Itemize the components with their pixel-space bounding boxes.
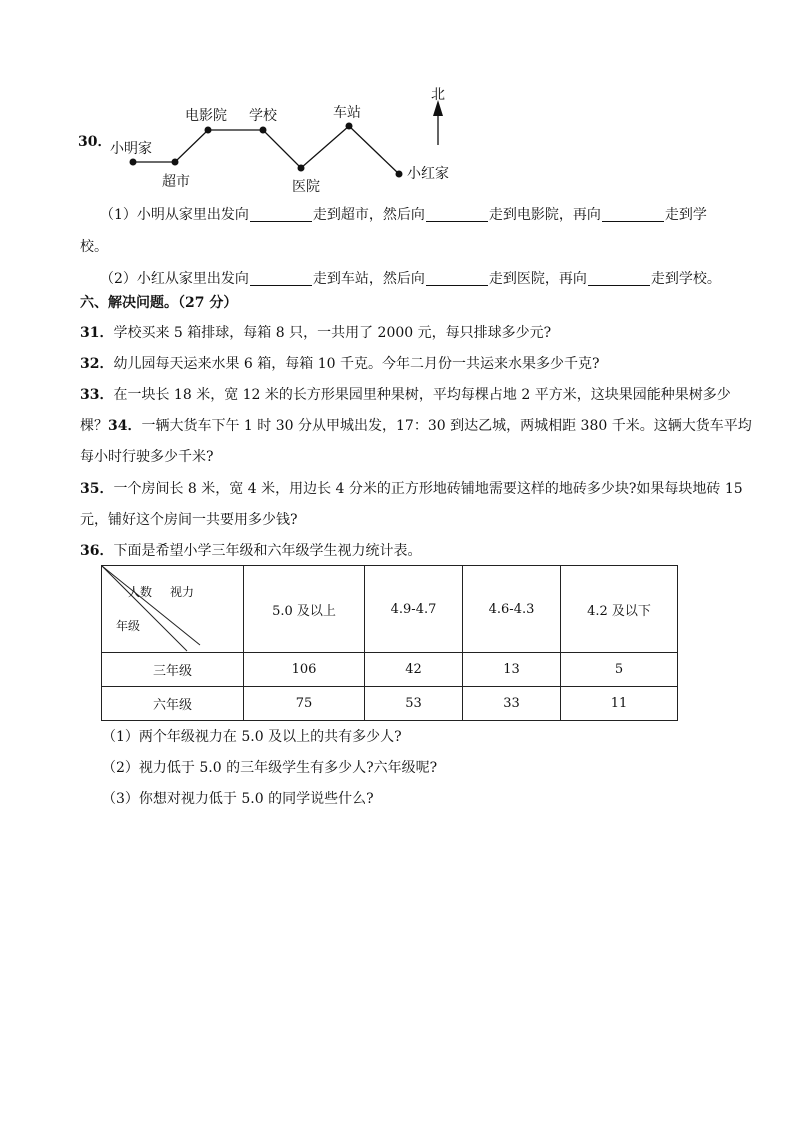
q35: 35．一个房间长 8 米，宽 4 米，用边长 4 分米的正方形地砖铺地需要这样的地砖多少块?如果每块地砖 15 — [80, 481, 743, 497]
corner-people-label: 人数 — [128, 585, 153, 599]
table-header-row — [102, 566, 678, 653]
corner-vision-label: 视力 — [170, 585, 195, 599]
q30-number: 30． — [78, 134, 112, 150]
table-cell: 42 — [365, 653, 463, 687]
row-label: 三年级 — [102, 653, 244, 687]
corner-diagonal-lines — [102, 566, 243, 652]
section-heading: 六、解决问题。（27 分） — [80, 295, 238, 311]
q30-sub1-cont: 校。 — [80, 239, 108, 255]
table-cell: 53 — [365, 687, 463, 721]
route-map — [70, 80, 470, 200]
point-xiaohong-home — [396, 171, 403, 178]
table-cell: 75 — [244, 687, 365, 721]
point-hospital — [298, 165, 305, 172]
answer-blank-3[interactable] — [602, 207, 664, 222]
label-station: 车站 — [333, 105, 361, 121]
point-school — [260, 127, 267, 134]
answer-blank-6[interactable] — [588, 271, 650, 286]
table-cell: 11 — [561, 687, 678, 721]
point-station — [346, 123, 353, 130]
header-cell: 4.9-4.7 — [365, 566, 463, 653]
header-cell: 4.6-4.3 — [463, 566, 561, 653]
corner-grade-label: 年级 — [116, 619, 141, 633]
table-corner-cell — [102, 566, 244, 653]
label-xiaoming-home: 小明家 — [110, 141, 152, 157]
row-label: 六年级 — [102, 687, 244, 721]
q33-q34-line: 棵？34．一辆大货车下午 1 时 30 分从甲城出发，17：30 到达乙城，两城相距 380 千米。这辆大货车平均 — [80, 418, 752, 434]
q34-cont: 每小时行驶多少千米? — [80, 449, 214, 465]
q35-cont: 元，铺好这个房间一共要用多少钱? — [80, 512, 298, 528]
label-hospital: 医院 — [292, 179, 320, 195]
label-cinema: 电影院 — [185, 108, 227, 124]
point-supermarket — [172, 159, 179, 166]
header-cell: 5.0 及以上 — [244, 566, 365, 653]
table-cell: 33 — [463, 687, 561, 721]
answer-blank-5[interactable] — [426, 271, 488, 286]
label-supermarket: 超市 — [162, 174, 190, 190]
answer-blank-1[interactable] — [250, 207, 312, 222]
q32: 32．幼儿园每天运来水果 6 箱，每箱 10 千克。今年二月份一共运来水果多少千克? — [80, 356, 600, 372]
header-cell: 4.2 及以下 — [561, 566, 678, 653]
label-school: 学校 — [249, 108, 277, 124]
answer-blank-2[interactable] — [426, 207, 488, 222]
q30-sub2: （2）小红从家里出发向 走到车站，然后向 走到医院，再向 走到学校。 — [100, 271, 721, 287]
answer-blank-4[interactable] — [250, 271, 312, 286]
q36-sub1: （1）两个年级视力在 5.0 及以上的共有多少人? — [102, 729, 402, 745]
table-row — [102, 687, 678, 721]
q34-number: 34． — [108, 418, 142, 434]
label-xiaohong-home: 小红家 — [407, 166, 449, 182]
table-cell: 5 — [561, 653, 678, 687]
table-cell: 13 — [463, 653, 561, 687]
q33: 33．在一块长 18 米，宽 12 米的长方形果园里种果树，平均每棵占地 2 平方米，这块果园能种果树多少 — [80, 387, 731, 403]
label-north: 北 — [431, 87, 445, 103]
point-xiaoming-home — [130, 159, 137, 166]
vision-stats-table — [101, 565, 678, 721]
q31: 31．学校买来 5 箱排球，每箱 8 只，一共用了 2000 元，每只排球多少元? — [80, 325, 552, 341]
table-row — [102, 653, 678, 687]
point-cinema — [205, 127, 212, 134]
table-cell: 106 — [244, 653, 365, 687]
q36-sub3: （3）你想对视力低于 5.0 的同学说些什么? — [102, 791, 374, 807]
q30-sub1: （1）小明从家里出发向 走到超市，然后向 走到电影院，再向 走到学 — [100, 207, 707, 223]
q36-sub2: （2）视力低于 5.0 的三年级学生有多少人?六年级呢? — [102, 760, 438, 776]
route-path — [133, 126, 399, 174]
q36: 36．下面是希望小学三年级和六年级学生视力统计表。 — [80, 543, 422, 559]
